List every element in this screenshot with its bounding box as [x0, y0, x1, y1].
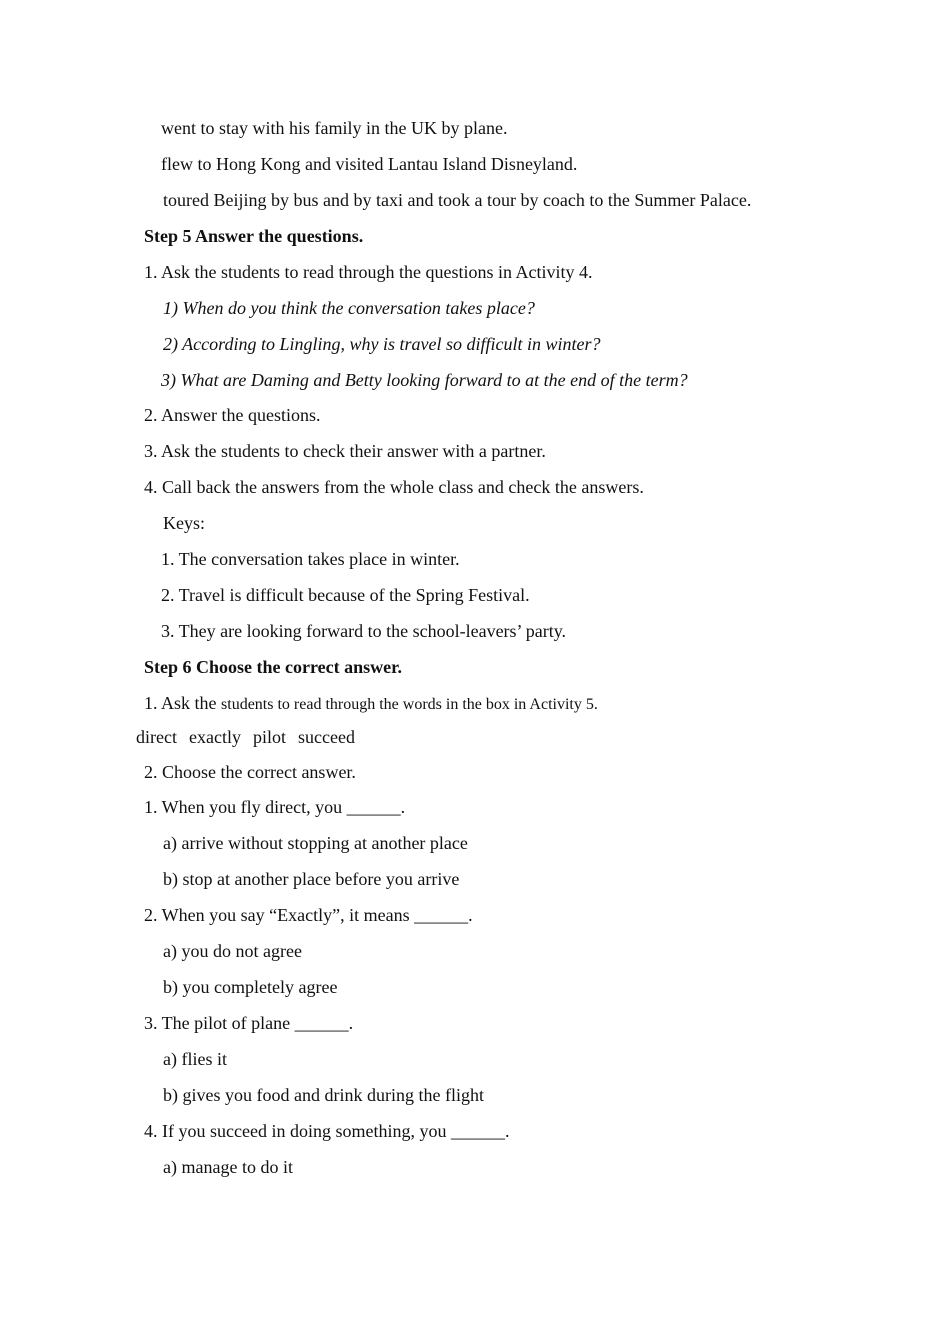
word-succeed: succeed: [297, 727, 355, 747]
question-3: 3. The pilot of plane ______.: [144, 1013, 354, 1033]
key-answer-1: 1. The conversation takes place in winter.: [161, 549, 460, 569]
key-answer-3: 3. They are looking forward to the school-leavers’ party.: [161, 621, 567, 641]
word-exactly: exactly: [188, 727, 241, 747]
step6-item-1: [144, 692, 598, 716]
word-direct: direct: [136, 727, 177, 747]
step5-item-4: 4. Call back the answers from the whole class and check the answers.: [144, 477, 644, 497]
intro-line-3: toured Beijing by bus and by taxi and took a tour by coach to the Summer Palace.: [163, 190, 752, 210]
question-3-option-b: b) gives you food and drink during the flight: [163, 1085, 484, 1105]
step5-heading: Step 5 Answer the questions.: [144, 226, 364, 246]
question-2: 2. When you say “Exactly”, it means ______.: [144, 905, 473, 925]
step6-heading: Step 6 Choose the correct answer.: [144, 657, 402, 677]
keys-label: Keys:: [163, 513, 205, 533]
question-2-option-b: b) you completely agree: [163, 977, 338, 997]
step5-question-2: 2) According to Lingling, why is travel so difficult in winter?: [163, 334, 601, 354]
question-3-option-a: a) flies it: [163, 1049, 227, 1069]
step6-item-2: 2. Choose the correct answer.: [144, 762, 356, 782]
key-answer-2: 2. Travel is difficult because of the Spring Festival.: [161, 585, 530, 605]
step5-item-2: 2. Answer the questions.: [144, 405, 321, 425]
step6-item-1-rest: students to read through the words in the box in Activity 5.: [221, 696, 598, 713]
question-4: 4. If you succeed in doing something, you ______.: [144, 1121, 510, 1141]
question-2-option-a: a) you do not agree: [163, 941, 302, 961]
question-4-option-a: a) manage to do it: [163, 1157, 293, 1177]
word-pilot: pilot: [252, 727, 286, 747]
word-box: [136, 726, 367, 748]
intro-line-2: flew to Hong Kong and visited Lantau Island Disneyland.: [161, 154, 578, 174]
question-1: 1. When you fly direct, you ______.: [144, 797, 406, 817]
step5-item-1: 1. Ask the students to read through the questions in Activity 4.: [144, 262, 593, 282]
intro-line-1: went to stay with his family in the UK by plane.: [161, 118, 508, 138]
step5-question-1: 1) When do you think the conversation takes place?: [163, 298, 535, 318]
step5-question-3: 3) What are Daming and Betty looking forward to at the end of the term?: [161, 370, 688, 390]
question-1-option-a: a) arrive without stopping at another place: [163, 833, 468, 853]
step6-item-1-prefix: 1. Ask the: [144, 693, 222, 713]
question-1-option-b: b) stop at another place before you arrive: [163, 869, 460, 889]
step5-item-3: 3. Ask the students to check their answer with a partner.: [144, 441, 546, 461]
